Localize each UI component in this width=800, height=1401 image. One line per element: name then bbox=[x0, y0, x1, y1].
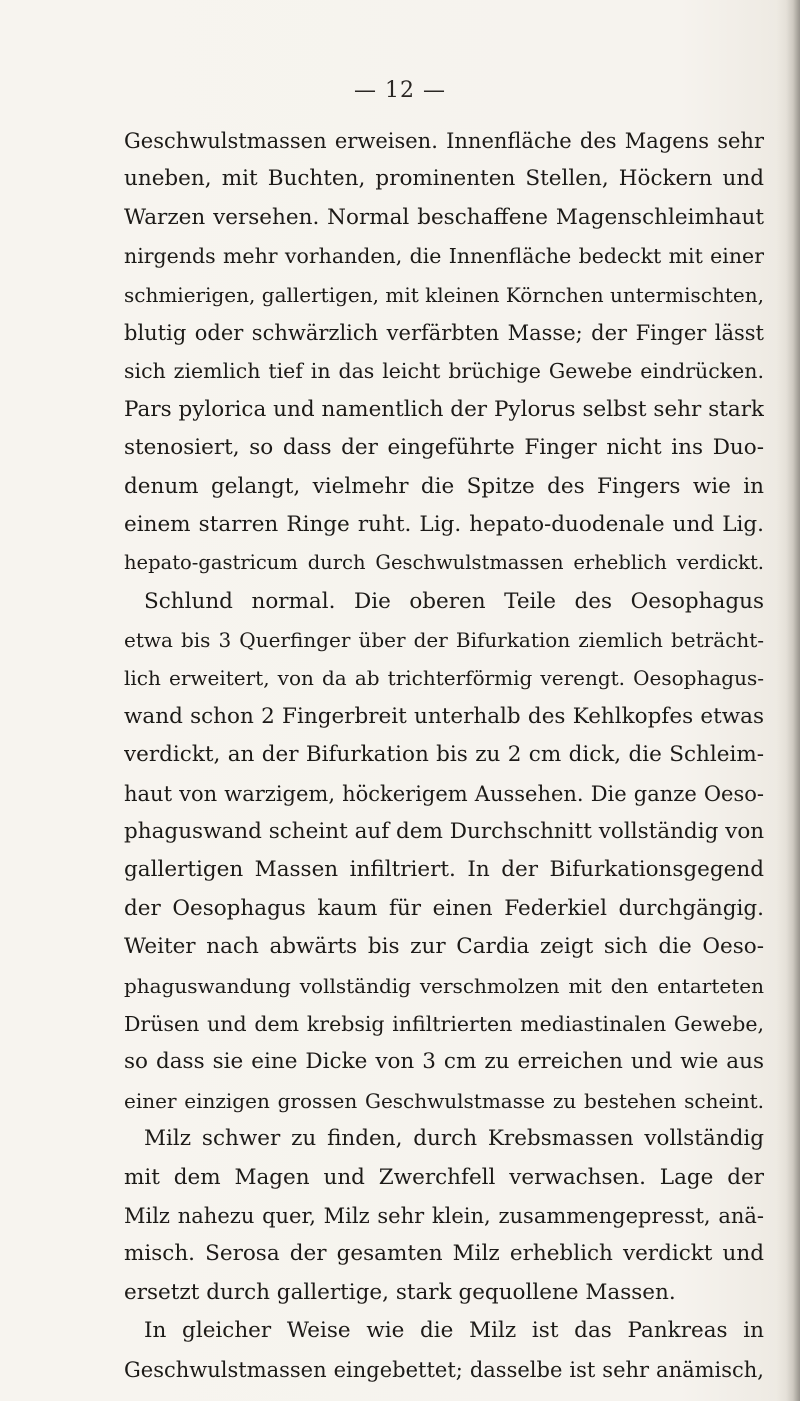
text-line: gallertigen Massen infiltriert. In der Bifurkationsgegend bbox=[124, 857, 764, 883]
page-number-header: — 12 — bbox=[354, 78, 446, 103]
text-line: misch. Serosa der gesamten Milz erheblich verdickt und bbox=[124, 1241, 764, 1267]
text-line: phaguswand scheint auf dem Durchschnitt vollständig von bbox=[124, 819, 764, 845]
text-line: einer einzigen grossen Geschwulstmasse zu bestehen scheint. bbox=[124, 1088, 764, 1113]
text-line: uneben, mit Buchten, prominenten Stellen, Höckern und bbox=[124, 166, 764, 192]
text-line: wand schon 2 Fingerbreit unterhalb des Kehlkopfes etwas bbox=[124, 703, 764, 729]
text-line: der Oesophagus kaum für einen Federkiel durchgängig. bbox=[124, 895, 764, 921]
text-line: denum gelangt, vielmehr die Spitze des Fingers wie in bbox=[124, 473, 764, 499]
text-line: so dass sie eine Dicke von 3 cm zu erreichen und wie aus bbox=[124, 1049, 764, 1075]
text-line: Weiter nach abwärts bis zur Cardia zeigt sich die Oeso- bbox=[124, 934, 764, 960]
text-line: Milz schwer zu finden, durch Krebsmassen vollständig bbox=[144, 1126, 764, 1152]
text-line: sich ziemlich tief in das leicht brüchige Gewebe eindrücken. bbox=[124, 359, 764, 384]
text-line: Schlund normal. Die oberen Teile des Oesophagus bbox=[144, 588, 764, 614]
text-line: In gleicher Weise wie die Milz ist das Pankreas in bbox=[144, 1318, 764, 1344]
text-line: etwa bis 3 Querfinger über der Bifurkation ziemlich beträcht- bbox=[124, 628, 764, 653]
text-line: mit dem Magen und Zwerchfell verwachsen. Lage der bbox=[124, 1164, 764, 1190]
text-line: lich erweitert, von da ab trichterförmig verengt. Oesophagus- bbox=[124, 666, 764, 691]
text-line: Warzen versehen. Normal beschaffene Magenschleimhaut bbox=[124, 204, 764, 230]
text-line: ersetzt durch gallertige, stark gequollene Massen. bbox=[124, 1279, 676, 1305]
text-line: nirgends mehr vorhanden, die Innenfläche bedeckt mit einer bbox=[124, 244, 764, 269]
text-line: phaguswandung vollständig verschmolzen mit den entarteten bbox=[124, 973, 764, 998]
text-line: Drüsen und dem krebsig infiltrierten mediastinalen Gewebe, bbox=[124, 1011, 764, 1036]
text-line: schmierigen, gallertigen, mit kleinen Körnchen untermischten, bbox=[124, 282, 764, 307]
text-line: stenosiert, so dass der eingeführte Finger nicht ins Duo- bbox=[124, 435, 764, 461]
text-line: Geschwulstmassen eingebettet; dasselbe ist sehr anämisch, bbox=[124, 1357, 764, 1382]
text-line: blutig oder schwärzlich verfärbten Masse; der Finger lässt bbox=[124, 320, 764, 345]
text-line: verdickt, an der Bifurkation bis zu 2 cm dick, die Schleim- bbox=[124, 742, 764, 768]
text-line: Milz nahezu quer, Milz sehr klein, zusammengepresst, anä- bbox=[124, 1203, 764, 1228]
text-line: Geschwulstmassen erweisen. Innenfläche des Magens sehr bbox=[124, 129, 764, 153]
body-text bbox=[124, 122, 764, 1389]
text-line: einem starren Ringe ruht. Lig. hepato-duodenale und Lig. bbox=[124, 511, 764, 537]
text-line: Pars pylorica und namentlich der Pylorus selbst sehr stark bbox=[124, 396, 764, 422]
page-edge-shadow bbox=[786, 0, 800, 1401]
text-line: haut von warzigem, höckerigem Aussehen. Die ganze Oeso- bbox=[124, 781, 764, 806]
text-line: hepato-gastricum durch Geschwulstmassen erheblich verdickt. bbox=[124, 551, 764, 575]
